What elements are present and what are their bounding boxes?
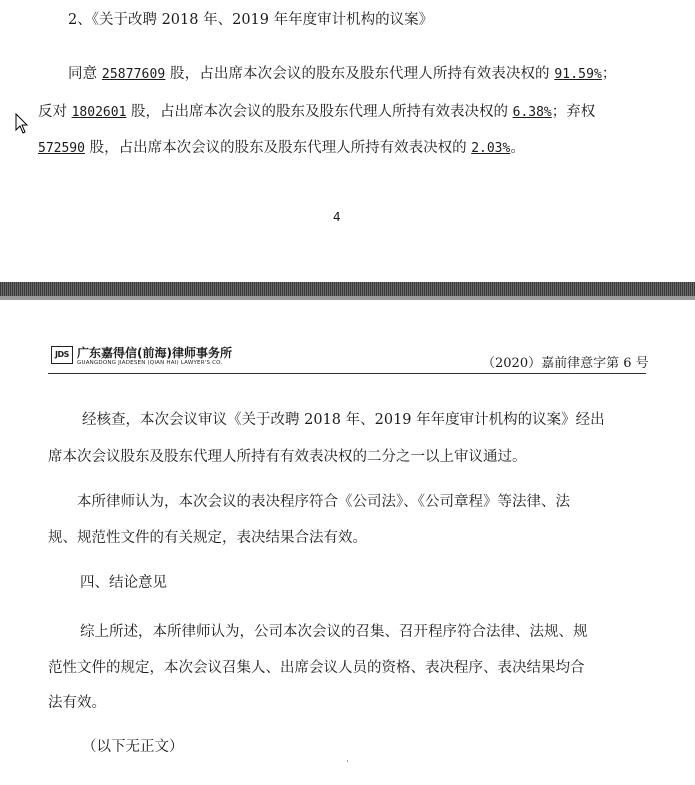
end-of-text-note: （以下无正文） xyxy=(82,739,184,755)
para3-line1: 综上所述，本所律师认为，公司本次会议的召集、召开程序符合法律、法规、规 xyxy=(80,624,588,640)
mouse-pointer-icon xyxy=(15,113,29,139)
agenda-item-heading: 2、《关于改聘 2018 年、2019 年年度审计机构的议案》 xyxy=(68,12,434,28)
vote-line-abstain: 572590 股，占出席本次会议的股东及股东代理人所持有效表决权的 2.03%。 xyxy=(38,140,525,156)
section-heading: 四、结论意见 xyxy=(80,575,167,591)
para2-line2: 规、规范性文件的有关规定，表决结果合法有效。 xyxy=(48,530,367,546)
approve-shares: 25877609 xyxy=(101,67,166,82)
vote-line-approve: 同意 25877609 股，占出席本次会议的股东及股东代理人所持有效表决权的 91.59%； xyxy=(68,66,617,82)
oppose-percent: 6.38% xyxy=(512,105,552,120)
approve-percent: 91.59% xyxy=(554,67,602,82)
abstain-percent: 2.03% xyxy=(471,141,511,156)
firm-name-en: GUANGDONG JIADESEN (QIAN HAI) LAWYER'S CO. xyxy=(77,360,223,366)
page-number: 4 xyxy=(333,210,341,224)
scan-speck xyxy=(347,760,348,762)
header-rule xyxy=(48,373,646,374)
page-separator xyxy=(0,282,695,296)
firm-logo-icon: JDS xyxy=(51,346,73,364)
para3-line3: 法有效。 xyxy=(48,695,106,711)
para1-line2: 席本次会议股东及股东代理人所持有有效表决权的二分之一以上审议通过。 xyxy=(48,449,527,465)
oppose-shares: 1802601 xyxy=(71,105,127,120)
para3-line2: 范性文件的规定，本次会议召集人、出席会议人员的资格、表决程序、表决结果均合 xyxy=(48,660,585,676)
abstain-shares: 572590 xyxy=(38,141,85,156)
para1-line1: 经核查，本次会议审议《关于改聘 2018 年、2019 年年度审计机构的议案》经出 xyxy=(82,412,605,428)
firm-name-cn: 广东嘉得信(前海)律师事务所 xyxy=(77,346,232,360)
vote-line-oppose: 反对 1802601 股，占出席本次会议的股东及股东代理人所持有效表决权的 6.38%；弃权 xyxy=(38,104,596,120)
document-reference: （2020）嘉前律意字第 6 号 xyxy=(482,356,649,371)
para2-line1: 本所律师认为，本次会议的表决程序符合《公司法》、《公司章程》等法律、法 xyxy=(77,494,570,510)
